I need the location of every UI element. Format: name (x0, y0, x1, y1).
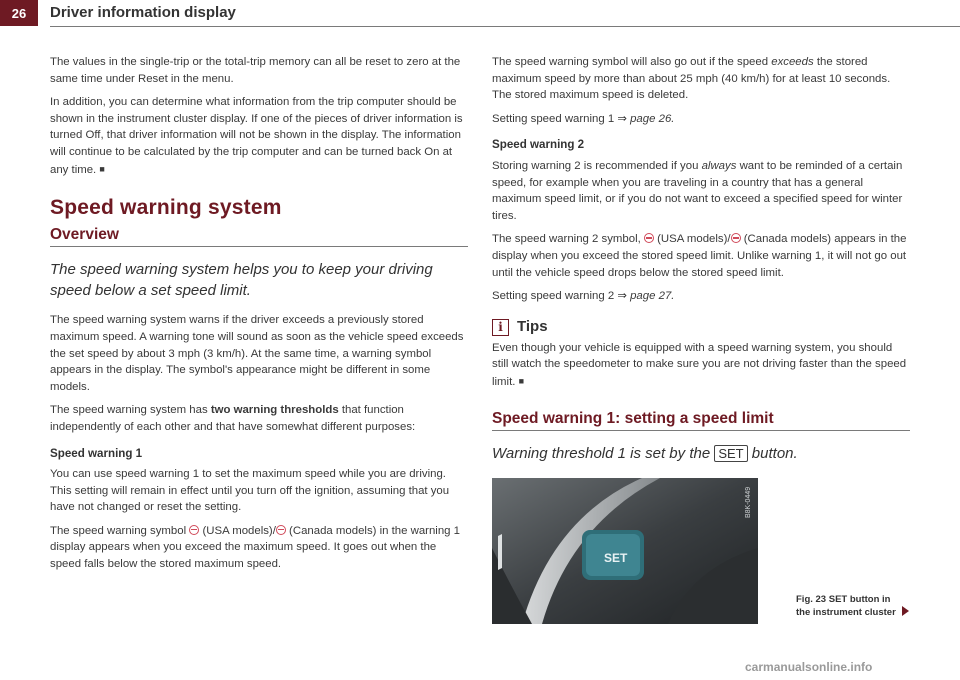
speed-warning-canada-icon (276, 525, 286, 535)
page-number: 26 (0, 0, 38, 26)
instrument-cluster-illustration (492, 478, 758, 624)
page-header (0, 0, 960, 32)
heading-speed-warning-1: Speed warning 1 (50, 446, 143, 460)
set-key-label: SET (714, 445, 747, 462)
running-section-title: Driver information display (50, 4, 236, 21)
tips-header (492, 319, 910, 336)
paragraph-reset: The values in the single-trip or the total-trip memory can all be reset to zero at the same time under Reset in the menu. (50, 56, 461, 85)
paragraph-warns: The speed warning system warns if the driver exceeds a previously stored maximum speed. A warning tone will sound as soon as the vehicle speed exceeds the set speed by about 3 mph (3 km/h). At the same time, a warning symbol appears in the display. The symbol's appearance might be different in some models. (50, 314, 464, 393)
subsection-heading-set-limit: Speed warning 1: setting a speed limit (492, 411, 910, 432)
link-page-26[interactable]: ⇒ page 26. (617, 112, 675, 125)
end-mark-icon: ■ (518, 375, 525, 386)
continue-arrow-icon (902, 606, 909, 616)
paragraph-sw2: Storing warning 2 is recommended if you always want to be reminded of a certain speed, for example when you are traveling in a country that has a general maximum speed limit, or if you do not want to exceed a specified speed for winter tires. (492, 159, 903, 222)
subsection-heading-overview: Overview (50, 227, 468, 248)
speed-warning-usa-icon (189, 525, 199, 535)
tips-label: Tips (517, 317, 548, 335)
caption-line-1: Fig. 23 SET button in (796, 594, 891, 605)
paragraph-sw1: You can use speed warning 1 to set the maximum speed while you are driving. This setting will remain in effect until you turn off the ignition, assuming that you have not changed or reset the setting. (50, 468, 450, 514)
link-page-27[interactable]: ⇒ page 27. (617, 290, 675, 303)
end-mark-icon: ■ (99, 163, 105, 174)
figure-set-button (492, 478, 758, 624)
tips-text: Even though your vehicle is equipped with a speed warning system, you should still watch the speedometer to make sure you are not driving faster than the speed limit. ■ (492, 341, 907, 388)
paragraph-symbol-out: The speed warning symbol will also go out if the speed exceeds the stored maximum speed by more than about 25 mph (40 km/h) for at least 10 seconds. The stored maximum speed is deleted. (492, 56, 891, 102)
lead-text-2: Warning threshold 1 is set by the SET button. (492, 445, 798, 463)
section-heading-speed-warning: Speed warning system (50, 196, 282, 220)
speed-warning-2-canada-icon (731, 233, 741, 243)
paragraph-sw1-symbol: The speed warning symbol (USA models)/ (Canada models) in the warning 1 display appears when you exceed the maximum speed. It goes out when the speed falls below the stored maximum speed. (50, 524, 461, 571)
lead-text: The speed warning system helps you to keep your driving speed below a set speed limit. (50, 261, 433, 300)
caption-line-2: the instrument cluster (796, 606, 909, 619)
paragraph-display-info: In addition, you can determine what information from the trip computer should be shown in the instrument cluster display. If one of the pieces of driver information is turned Off, that driver information will not be shown in the display. The information will continue to be calculated by the trip computer and can be turned back On at any time. ■ (50, 96, 463, 176)
paragraph-thresholds: The speed warning system has two warning thresholds that function independently of each other and that have somewhat different purposes: (50, 404, 416, 433)
speed-warning-2-usa-icon (644, 233, 654, 243)
info-icon: i (492, 319, 509, 336)
watermark: carmanualsonline.info (745, 660, 873, 674)
paragraph-setting-sw1: Setting speed warning 1 ⇒ page 26. (492, 112, 675, 125)
header-rule (50, 26, 960, 27)
paragraph-setting-sw2: Setting speed warning 2 ⇒ page 27. (492, 290, 675, 303)
left-column (50, 54, 468, 580)
figure-code: B8K-0449 (745, 486, 752, 518)
figure-set-text: SET (604, 551, 628, 565)
heading-speed-warning-2: Speed warning 2 (492, 138, 585, 152)
paragraph-sw2-symbol: The speed warning 2 symbol, (USA models)/ (Canada models) appears in the display when you exceed the stored speed limit. Unlike warning 1, it will not go out until the vehicle speed drops below the stored speed limit. (492, 233, 907, 279)
figure-caption (796, 594, 909, 619)
right-column (492, 54, 910, 475)
